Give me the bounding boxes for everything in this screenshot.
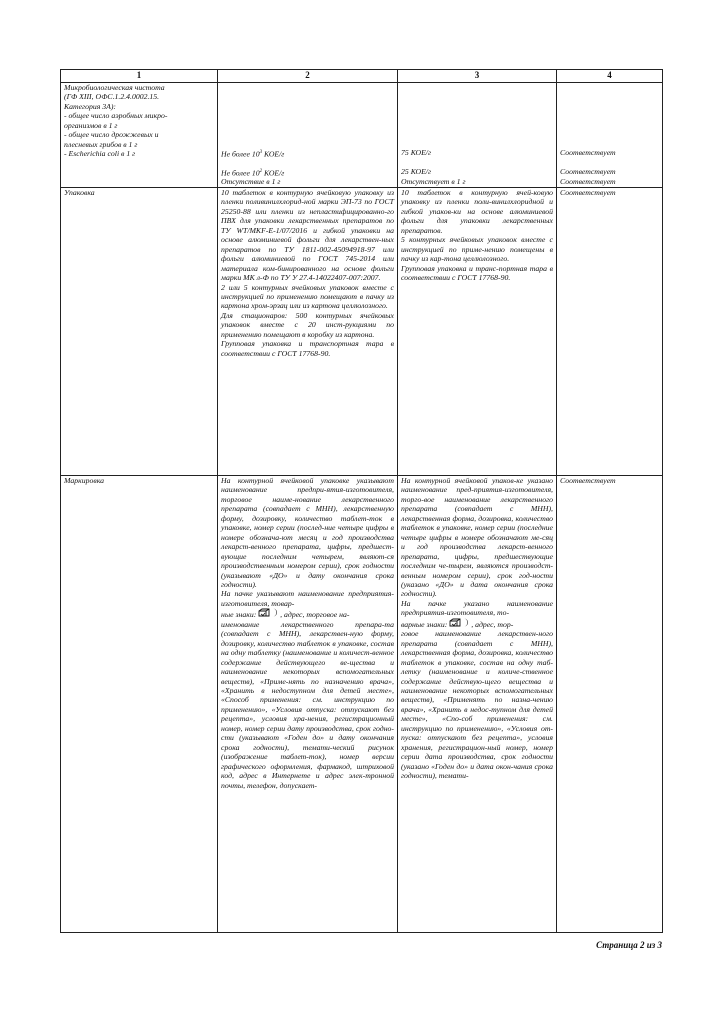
packaging-result-cell [398,188,557,476]
spec-aerobic [221,148,284,159]
table-row-marking [61,476,663,933]
package-mark-icon [258,608,270,619]
packaging-spec-paragraph: Групповая упаковка и транспортная тара в соответствии с ГОСТ 17768-90. [221,339,394,358]
micro-conclusion-cell [557,83,663,188]
header-col-4: 4 [557,70,663,83]
marking-result-trademark-label: варные знаки: [401,619,448,629]
packaging-result-paragraph: 5 контурных ячейковых упаковок вместе с инструкцией по приме-нению помещены в пачку из кар-тона целлюлозного. [401,235,553,264]
marking-title: Маркировка [64,476,105,485]
marking-spec-cell [218,476,398,933]
header-col-3: 3 [398,70,557,83]
spec-aerobic-exponent: 3 [259,150,263,155]
micro-title-line: - общее число дрожжевых и [64,130,159,140]
result-ecoli: Отсутствует в 1 г [401,176,466,186]
conclusion-ecoli: Соответствует [560,176,616,186]
marking-spec-trademark-label: ные знаки: [221,610,257,620]
marking-title-cell [61,476,218,933]
packaging-conclusion: Соответствует [560,188,616,197]
header-col-2: 2 [218,70,398,83]
marking-conclusion-cell [557,476,663,933]
spec-yeast-text: Не более 10 [221,168,260,178]
packaging-spec-paragraph: Для стационаров: 500 контурных ячейковых упаковок вместе с 20 инст-рукциями по применению помещают в коробку из картона. [221,310,394,339]
crescent-mark-icon [461,618,469,629]
packaging-result-paragraph: Групповая упаковка и транс-портная тара в соответствии с ГОСТ 17768-90. [401,263,553,283]
packaging-spec-paragraph: 10 таблеток в контурную ячейковую упаковку из пленки поливинилхлорид-ной марки ЭП-73 по ГОСТ 25250-88 или пленки из непластифицированно-го ПВХ для упаковки лекарственных препаратов по ТУ WT/MKF-E-1/07/2016 и гибкой упаковки на основе алюминиевой фольги для лекарствен-ных препаратов по ТУ 1811-002-45094918-97 или фольги алюминиевой по ГОСТ 745-2014 или материала ком-бинированного на основе фольги марки МК л-Ф по ТУ У 27.4-14022407-007:2007. [221,188,394,283]
spec-ecoli: Отсутствие в 1 г [221,176,281,186]
spec-aerobic-text: Не более 10 [221,149,260,159]
package-mark-icon [449,618,461,629]
micro-title-line: Категория 3А): [64,101,117,111]
marking-result-paragraph: На контурной ячейковой упаков-ке указано наименование пред-приятия-изготовителя, торго-вое наименование лекарственного препарата (совпадает с МНН), лекарственная форма, дозировка, количество таблеток в упаковке, номер серии (последние четыре цифры в номере обозначают ме-сяц и год производства лекарст-венного препарата, цифры, предшествующие последним че-тырем, являются производст-венным номером серии), срок год-ности (указано «ДО» и дата окончания срока годности). [401,476,553,599]
header-col-1: 1 [61,70,218,83]
page-number: Страница 2 из 3 [596,940,662,950]
marking-result-paragraph: На пачке указано наименование предприятия-изготовителя, то- [401,598,553,618]
marking-spec-paragraph: На пачке указывают наименование предприятия-изготовителя, товар- [221,589,394,608]
marking-conclusion: Соответствует [560,476,616,485]
packaging-title: Упаковка [64,188,95,197]
table-row-microbiology [61,83,663,188]
micro-title-line: Микробиологическая чистота [64,83,165,92]
marking-result-cell [398,476,557,933]
micro-title-line: плесневых грибов в 1 г [64,139,138,149]
packaging-spec-cell [218,188,398,476]
micro-title-cell [61,83,218,188]
packaging-spec-paragraph: 2 или 5 контурных ячейковых упаковок вместе с инструкцией по применению помещают в пачку из картона хром-эрзац или из картона целлюлозного. [221,282,394,311]
conclusion-yeast: Соответствует [560,167,616,176]
packaging-conclusion-cell [557,188,663,476]
result-yeast: 25 КОЕ/г [401,167,431,176]
marking-spec-paragraph: именование лекарственного препара-та (совпадает с МНН), лекарствен-ную форму, дозировку, количество таблеток в упаковке, состав на одну таблетку (наименование и количест-венное содержание действующего ве-щества и наименование некоторых вспомогательных веществ), «Приме-нять по назначению врача», «Хранить в недоступном для детей месте», «Способ применения: см. инструкцию по применению», «Условия отпуска: отпускают без рецепта», условия хра-нения, регистрационный номер, номер серии дату производства, срок годно-сти (указывают «Годен до» и дату окончания срока годности), темати-ческий рисунок (изображение таблет-ток), номер версии графического оформления, фармакод, штриховой код, адрес в Интернете и адрес элек-тронной почты, телефон, допускает- [221,619,394,790]
marking-result-trademark-line [401,618,553,629]
marking-result-trademark-tail: , адрес, тор- [471,619,514,629]
table-row-packaging [61,188,663,476]
conclusion-aerobic: Соответствует [560,148,616,157]
result-aerobic: 75 КОЕ/г [401,148,431,157]
specification-table [60,69,663,933]
table-header-row [61,70,663,83]
spec-yeast-unit: КОЕ/г [262,168,285,178]
micro-title-line: - общее число аэробных микро- [64,111,168,121]
packaging-title-cell [61,188,218,476]
crescent-mark-icon [270,608,278,619]
marking-spec-trademark-tail: , адрес, торговое на- [280,610,350,620]
micro-title-line: организмов в 1 г [64,120,118,130]
marking-spec-trademark-line [221,608,394,619]
micro-spec-cell [218,83,398,188]
spec-aerobic-unit: КОЕ/г [262,149,285,159]
micro-title-line: (ГФ XIII, ОФС.1.2.4.0002.15. [64,92,160,102]
packaging-result-paragraph: 10 таблеток в контурную ячей-ковую упаковку из пленки поли-винилхлоридной и гибкой упаков-ки на основе алюминиевой фольги для упаковки лекарственных препаратов. [401,188,553,235]
micro-result-cell [398,83,557,188]
marking-spec-paragraph: На контурной ячейковой упаковке указывают наименование предпри-ятия-изготовителя, торговое наиме-нование лекарственного препарата (совпадает с МНН), лекарственную форму, дозировку, количество таблет-ток в упаковке, номер серии (послед-ние четыре цифры в номере обознача-ют месяц и год производства лекарст-венного препарата, цифры, предшест-вующие последним четырем, являют-ся производственным номером серии), срок годности (указывают «ДО» и дату окончания срока годности). [221,476,394,589]
micro-title-line: - Escherichia coli в 1 г [64,149,136,159]
marking-result-paragraph: говое наименование лекарствен-ного препарата (совпадает с МНН), лекарственная форма, дозировка, количество таблеток в упаковке, состав на одну таб-летку (наименование и количе-ственное содержание действую-щего вещества и наименование некоторых вспомогательных веществ), «Применять по назна-чению врача», «Хранить в недос-тупном для детей месте», «Спо-соб применения: см. инструкцию по применению», «Условия от-пуска: отпускают без рецепта», условия хранения, регистрацион-ный номер, номер серии дата производства, срок годности (указано «Годен до» и дата окон-чания срока годности), темати- [401,629,553,781]
spec-yeast-exponent: 2 [259,169,263,174]
